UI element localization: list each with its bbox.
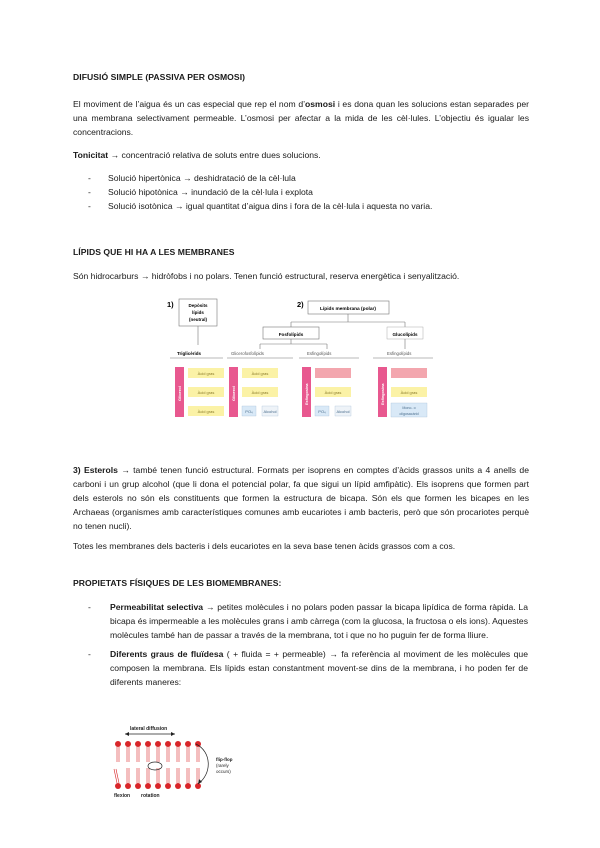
rotation-label: rotation	[141, 793, 160, 799]
acid-gras-label: Àcid gras	[400, 390, 418, 395]
lipid-head	[185, 783, 191, 789]
paragraph-hidrocarburs: Són hidrocarburs → hidròfobs i no polars. Tenen funció estructural, reserva energètica i senyalització.	[73, 271, 460, 281]
section-title-difusio: DIFUSIÓ SIMPLE (PASSIVA PER OSMOSI)	[73, 72, 246, 82]
lipid-head	[135, 741, 141, 747]
lipid-movement-diagram	[108, 722, 258, 800]
lipid-head	[155, 783, 161, 789]
lipid-head	[125, 741, 131, 747]
col-esfingolipids: Esfingolípids	[307, 351, 332, 356]
lipid-head	[145, 741, 151, 747]
acid-gras-label: Àcid gras	[197, 409, 215, 414]
deposit-line-1: Depòsits	[188, 303, 208, 308]
acid-gras-label: Àcid gras	[197, 371, 215, 376]
list-item: - Solució hipotònica → inundació de la cèl·lula i explota	[88, 185, 528, 199]
text-span: → també tenen funció estructural. Formats per isoprens en comptes d’àcids grassos units a 4 anells de carboni i un grup alcohol (que li dona el potencial polar, fa que sigui un lípid amfipàtic). Els isoprens que formen part dels esterols no són els constituents que formen la estructura de bicapa. Són els que formen les bicapes en les Archaeas (organismes amb característiques comunes amb eucariotes i amb bacteris, però que són procariotes perquè no tenen nucli).	[73, 465, 529, 531]
figure-label-2: 2)	[297, 300, 304, 309]
list-item: - Solució isotònica → igual quantitat d’aigua dins i fora de la cèl·lula i aquesta no varia.	[88, 199, 528, 213]
paragraph-esterols	[73, 463, 529, 533]
paragraph-membranes-bacteris: Totes les membranes dels bacteris i dels eucariotes en la seva base tenen àcids grassos com a cos.	[73, 541, 456, 551]
glucolipids-label: Glucolípids	[392, 332, 418, 337]
lateral-diffusion-label: lateral diffusion	[130, 726, 168, 732]
propietats-list	[88, 600, 528, 694]
text-span: El moviment de l’aigua és un cas especial que rep el nom d’	[73, 99, 306, 109]
list-item: - Solució hipertònica → deshidratació de la cèl·lula	[88, 171, 528, 185]
lipid-head	[165, 783, 171, 789]
deposit-line-3: (neutral)	[189, 317, 207, 322]
paragraph-tonicitat	[73, 148, 529, 162]
flipflop-label-3: occurs)	[216, 769, 231, 774]
acid-gras-label: Àcid gras	[251, 371, 269, 376]
bold-term-osmosi: osmosi	[305, 99, 336, 109]
text-span: → petites molècules i no polars poden passar la bicapa lipídica de forma ràpida. La bicapa és impermeable a les molècules grans i amb càrrega (com la glucosa, la fructosa o els ions). Aquestes molècules també han de passar a través de la membrana, tot i que no ho puguin fer de forma lliure.	[110, 602, 528, 640]
col-esfingolipids-glyco: Esfingolípids	[387, 351, 412, 356]
lipid-head	[125, 783, 131, 789]
text-span: i es dona quan les solucions estan separades per una membrana selectivament permeable. L’osmosi per afectar a la mida de les cèl·lules. L’objectiu és igualar les concentracions.	[73, 99, 529, 137]
acid-gras-label: Àcid gras	[251, 390, 269, 395]
text-span: → concentració relativa de soluts entre dues solucions.	[108, 150, 321, 160]
esfingosina-label: Esfingosina	[305, 383, 309, 405]
glicerol-label: Glicerol	[177, 386, 182, 401]
alcohol-label: Alcohol	[263, 409, 277, 414]
po4-label: PO₄	[245, 409, 253, 414]
deposit-line-2: lípids	[192, 310, 204, 315]
lipid-head	[115, 783, 121, 789]
lipid-head	[155, 741, 161, 747]
section-title-propietats: PROPIETATS FÍSIQUES DE LES BIOMEMBRANES:	[73, 578, 282, 588]
col-triglicerids: Triglicèrids	[177, 351, 202, 356]
lipid-head	[145, 783, 151, 789]
mono-label-2: oligosacàrid	[399, 412, 419, 416]
alcohol-label: Alcohol	[336, 409, 350, 414]
bold-term-esterols: 3) Esterols	[73, 465, 118, 475]
glicerol-label: Glicerol	[231, 386, 236, 401]
bold-term-fluidesa: Diferents graus de fluïdesa	[110, 649, 224, 659]
flipflop-label-2: (rarely	[216, 763, 229, 768]
flexion-label: flexion	[114, 793, 131, 799]
acid-gras-label: Àcid gras	[324, 390, 342, 395]
red-bar	[391, 368, 427, 378]
esfingosina-label: Esfingosina	[381, 383, 385, 405]
bold-term-permeabilitat: Permeabilitat selectiva	[110, 602, 204, 612]
paragraph-osmosi	[73, 97, 529, 139]
acid-gras-label: Àcid gras	[197, 390, 215, 395]
mono-label-1: Mono- o	[402, 406, 416, 410]
text-span: ( + fluida = + permeable) → fa referència al moviment de les molècules que composen la membrana. Els lípids estan constantment movent-se dins de la membrana, i ho poden fer de diferents maneres:	[110, 649, 528, 687]
list-item	[88, 600, 528, 642]
lipid-head	[165, 741, 171, 747]
lipid-head	[175, 783, 181, 789]
membrane-lipids-label: Lípids membrana (polar)	[320, 307, 376, 312]
flipflop-label-1: flip-flop	[216, 757, 233, 762]
section-title-lipids: LÍPIDS QUE HI HA A LES MEMBRANES	[73, 247, 235, 257]
col-glicerofosfolipids: Glicerofosfolípids	[231, 351, 264, 356]
figure-label-1: 1)	[167, 300, 174, 309]
bold-term-tonicitat: Tonicitat	[73, 150, 109, 160]
fosfolipids-label: Fosfolípids	[278, 332, 304, 337]
red-bar	[315, 368, 351, 378]
lipid-head	[175, 741, 181, 747]
lipid-head	[115, 741, 121, 747]
po4-label: PO₄	[318, 409, 326, 414]
lipid-head	[185, 741, 191, 747]
lipid-classification-figure	[165, 297, 435, 423]
tonicitat-list	[88, 171, 528, 213]
lipid-head	[135, 783, 141, 789]
list-item	[88, 647, 528, 689]
